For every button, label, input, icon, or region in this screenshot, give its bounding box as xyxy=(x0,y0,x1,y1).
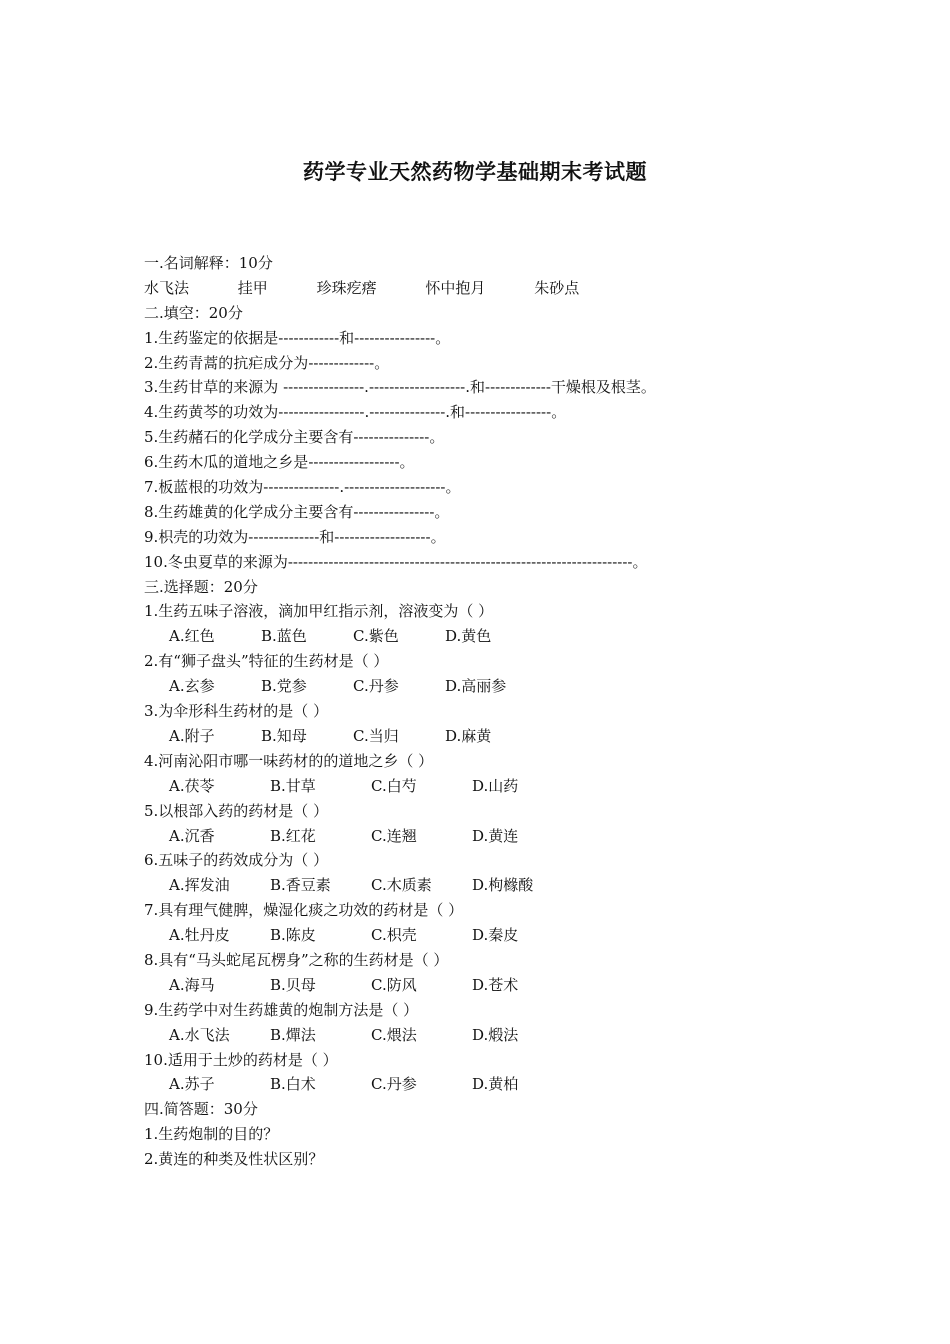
option: D.高丽参 xyxy=(445,677,507,696)
option: D.苍术 xyxy=(472,975,519,994)
option: C.紫色 xyxy=(353,627,399,646)
fill-item: 9.枳壳的功效为--------------和-------------------。 xyxy=(144,527,446,546)
option-row xyxy=(144,724,814,749)
page-title: 药学专业天然药物学基础期末考试题 xyxy=(303,160,647,184)
exam-content xyxy=(144,251,814,1172)
option: A.挥发油 xyxy=(169,876,230,895)
option-row xyxy=(144,824,814,849)
question: 2.有“狮子盘头”特征的生药材是（ ） xyxy=(144,652,389,671)
fill-item: 10.冬虫夏草的来源为--------------------------------------------------------------------。 xyxy=(144,552,648,571)
question: 9.生药学中对生药雄黄的炮制方法是（ ） xyxy=(144,1000,419,1019)
option: D.枸橼酸 xyxy=(472,876,534,895)
option: C.木质素 xyxy=(371,876,432,895)
option: A.水飞法 xyxy=(169,1025,230,1044)
option-row xyxy=(144,624,814,649)
option: A.沉香 xyxy=(169,826,215,845)
fill-item: 7.板蓝根的功效为---------------.--------------------。 xyxy=(144,478,461,497)
option-row xyxy=(144,774,814,799)
term: 水飞法 xyxy=(144,278,190,297)
option: C.防风 xyxy=(371,975,417,994)
option: A.玄参 xyxy=(169,677,215,696)
question: 3.为伞形科生药材的是（ ） xyxy=(144,702,329,721)
option: D.秦皮 xyxy=(472,926,519,945)
option: D.黄连 xyxy=(472,826,519,845)
option: A.牡丹皮 xyxy=(169,926,230,945)
question: 4.河南沁阳市哪一味药材的的道地之乡（ ） xyxy=(144,751,434,770)
option-row xyxy=(144,923,814,948)
question: 7.具有理气健脾，燥湿化痰之功效的药材是（ ） xyxy=(144,901,464,920)
option: C.煨法 xyxy=(371,1025,417,1044)
option: D.麻黄 xyxy=(445,726,492,745)
term-list xyxy=(144,276,814,301)
option: D.黄柏 xyxy=(472,1075,519,1094)
option: C.白芍 xyxy=(371,776,417,795)
question: 1.生药五味子溶液，滴加甲红指示剂，溶液变为（ ） xyxy=(144,602,494,621)
option: B.燀法 xyxy=(270,1025,316,1044)
fill-item: 6.生药木瓜的道地之乡是------------------。 xyxy=(144,453,415,472)
term: 挂甲 xyxy=(237,278,268,297)
question: 10.适用于土炒的药材是（ ） xyxy=(144,1050,338,1069)
option: C.丹参 xyxy=(371,1075,417,1094)
option: B.红花 xyxy=(270,826,316,845)
option: C.枳壳 xyxy=(371,926,417,945)
section4-heading: 四.简答题：30分 xyxy=(144,1100,258,1119)
option: B.蓝色 xyxy=(261,627,307,646)
term: 怀中抱月 xyxy=(425,278,486,297)
option: C.丹参 xyxy=(353,677,399,696)
option: B.甘草 xyxy=(270,776,316,795)
option: B.党参 xyxy=(261,677,307,696)
question: 5.以根部入药的药材是（ ） xyxy=(144,801,329,820)
option: B.白术 xyxy=(270,1075,316,1094)
option-row xyxy=(144,973,814,998)
option: A.附子 xyxy=(169,726,215,745)
term: 朱砂点 xyxy=(534,278,580,297)
option: A.红色 xyxy=(169,627,215,646)
option: B.陈皮 xyxy=(270,926,316,945)
question: 8.具有“马头蛇尾瓦楞身”之称的生药材是（ ） xyxy=(144,950,449,969)
option: C.当归 xyxy=(353,726,399,745)
section1-heading: 一.名词解释：10分 xyxy=(144,254,273,272)
fill-item: 4.生药黄芩的功效为-----------------.---------------.和-----------------。 xyxy=(144,403,567,422)
short-answer-item: 1.生药炮制的目的？ xyxy=(144,1125,279,1144)
option-row xyxy=(144,1023,814,1048)
option: D.山药 xyxy=(472,776,519,795)
option-row xyxy=(144,873,814,898)
option: A.苏子 xyxy=(169,1075,215,1094)
option: A.海马 xyxy=(169,975,215,994)
option-row xyxy=(144,674,814,699)
fill-item: 1.生药鉴定的依据是------------和----------------。 xyxy=(144,328,451,347)
term: 珍珠疙瘩 xyxy=(316,278,377,297)
question: 6.五味子的药效成分为（ ） xyxy=(144,851,329,870)
option: C.连翘 xyxy=(371,826,417,845)
option: D.黄色 xyxy=(445,627,492,646)
option: B.香豆素 xyxy=(270,876,331,895)
short-answer-item: 2.黄连的种类及性状区别？ xyxy=(144,1150,324,1169)
option: D.煅法 xyxy=(472,1025,519,1044)
section2-heading: 二.填空：20分 xyxy=(144,303,243,322)
fill-item: 5.生药赭石的化学成分主要含有---------------。 xyxy=(144,428,445,447)
fill-item: 8.生药雄黄的化学成分主要含有----------------。 xyxy=(144,502,450,521)
option: B.贝母 xyxy=(270,975,316,994)
fill-item: 2.生药青蒿的抗疟成分为-------------。 xyxy=(144,353,390,372)
option: B.知母 xyxy=(261,726,307,745)
option: A.茯苓 xyxy=(169,776,215,795)
section3-heading: 三.选择题：20分 xyxy=(144,577,258,596)
fill-item: 3.生药甘草的来源为 ----------------.-------------------.和-------------干燥根及根茎。 xyxy=(144,378,656,397)
option-row xyxy=(144,1072,814,1097)
